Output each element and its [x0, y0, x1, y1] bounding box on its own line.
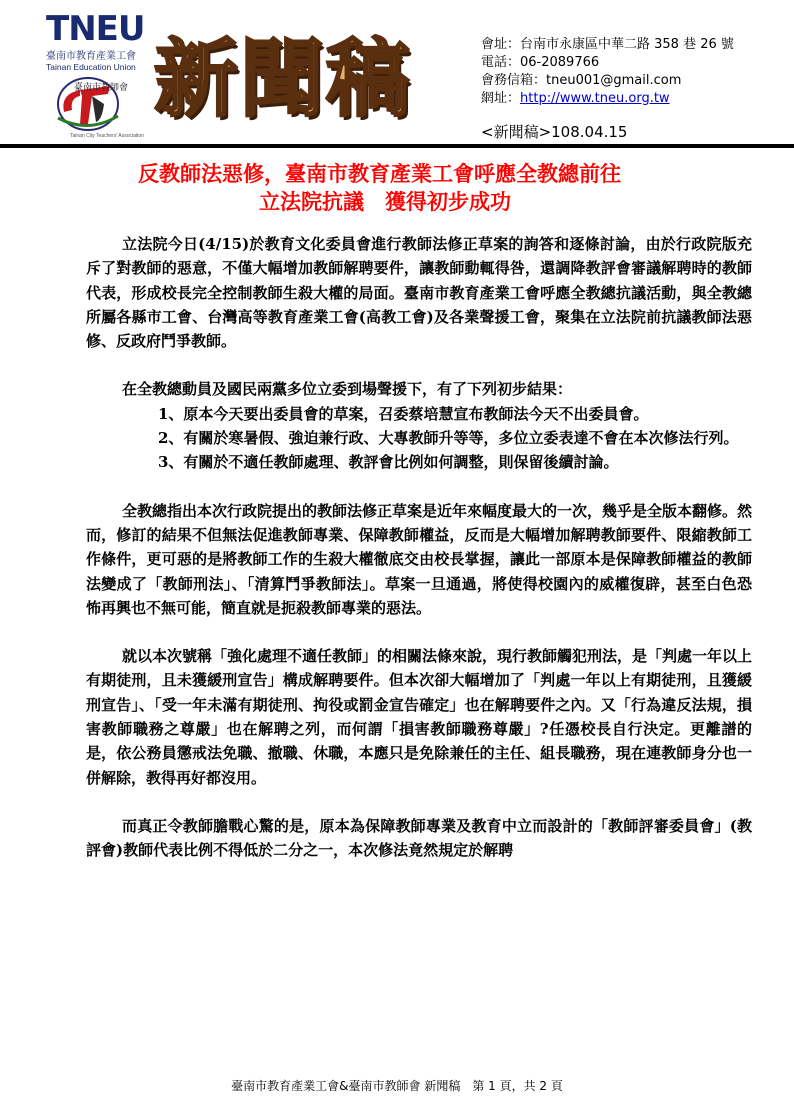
tneu-logo-text: TNEU	[46, 9, 145, 49]
paragraph-2: 全教總指出本次行政院提出的教師法修正草案是近年來幅度最大的一次，幾乎是全版本翻修。然而，修訂的結果不但無法促進教師專業、保障教師權益，反而是大幅增加解聘教師要件、限縮教師工作條件，更可惡的是將教師工作的生殺大權徹底交由校長掌握，讓此一部原本是保障教師權益的教師法變成了「教師刑法」、「清算鬥爭教師法」。草案一旦通過，將使得校園內的威權復辟，甚至白色恐怖再興也不無可能，簡直就是扼殺教師專業的惡法。	[86, 501, 753, 617]
article-body	[86, 232, 752, 863]
release-number: <新聞稿>108.04.15	[481, 123, 628, 141]
letterhead	[0, 0, 794, 150]
org-name-en: Tainan Education Union	[46, 62, 136, 72]
headline	[100, 160, 794, 216]
contact-block	[481, 36, 734, 108]
seal-text: 臺南市教師會	[74, 83, 129, 93]
header-divider	[0, 144, 794, 148]
tneu-logo	[46, 9, 146, 72]
paragraph-3: 就以本次號稱「強化處理不適任教師」的相關法條來說，現行教師觸犯刑法，是「判處一年以上有期徒刑，且未獲緩刑宣告」構成解聘要件。但本次卻大幅增加了「判處一年以上有期徒刑，且獲緩刑宣告」、「受一年未滿有期徒刑、拘役或罰金宣告確定」也在解聘要件之內。又「行為違反法規，損害教師職務之尊嚴」也在解聘之列，而何謂「損害教師職務尊嚴」?任憑校長自行決定。更離譜的是，依公務員懲戒法免職、撤職、休職，本應只是免除兼任的主任、組長職務，現在連教師身分也一併解除，教得再好都沒用。	[86, 647, 753, 787]
list-item: 2、有關於寒暑假、強迫兼行政、大專教師升等等，多位立委表達不會在本次修法行列。	[158, 429, 739, 448]
org-name-cn: 臺南市教育產業工會	[46, 51, 136, 62]
website-link[interactable]: http://www.tneu.org.tw	[520, 91, 670, 106]
email: 會務信箱：tneu001@gmail.com	[481, 73, 682, 88]
paragraph-1: 立法院今日(4/15)於教育文化委員會進行教師法修正草案的詢答和逐條討論，由於行政院版充斥了對教師的惡意，不僅大幅增加教師解聘要件，讓教師動輒得咎，還調降教評會審議解聘時的教師代表，形成校長完全控制教師生殺大權的局面。臺南市教育產業工會呼應全教總抗議活動，與全教總所屬各縣市工會、台灣高等教育產業工會(高教工會)及各業聲援工會，聚集在立法院前抗議教師法惡修、反政府鬥爭教師。	[86, 235, 752, 351]
headline-line-2: 立法院抗議 獲得初步成功	[259, 189, 511, 214]
phone: 電話：06-2089766	[481, 55, 600, 70]
paragraph-4: 而真正令教師膽戰心驚的是，原本為保障教師專業及教育中立而設計的「教師評審委員會」(教評會)教師代表比例不得低於二分之一，本次修法竟然規定於解聘	[86, 816, 752, 860]
list-item: 3、有關於不適任教師處理、教評會比例如何調整，則保留後續討論。	[158, 453, 619, 472]
website-label: 網址：	[481, 91, 521, 106]
address: 會址：台南市永康區中華二路 358 巷 26 號	[481, 37, 734, 52]
headline-line-1: 反教師法惡修，臺南市教育產業工會呼應全教總前往	[138, 161, 621, 186]
list-item: 1、原本今天要出委員會的草案，召委蔡培慧宣布教師法今天不出委員會。	[158, 404, 649, 423]
list-intro: 在全教總動員及國民兩黨多位立委到場聲援下，有了下列初步結果：	[122, 380, 573, 399]
website-row	[481, 90, 734, 108]
press-release-title: 新聞稿	[154, 29, 413, 128]
seal-text-en: Tainan City Teachers' Association	[70, 133, 144, 139]
page-footer: 臺南市教育產業工會&臺南市教師會 新聞稿 第 1 頁，共 2 頁	[231, 1079, 563, 1093]
